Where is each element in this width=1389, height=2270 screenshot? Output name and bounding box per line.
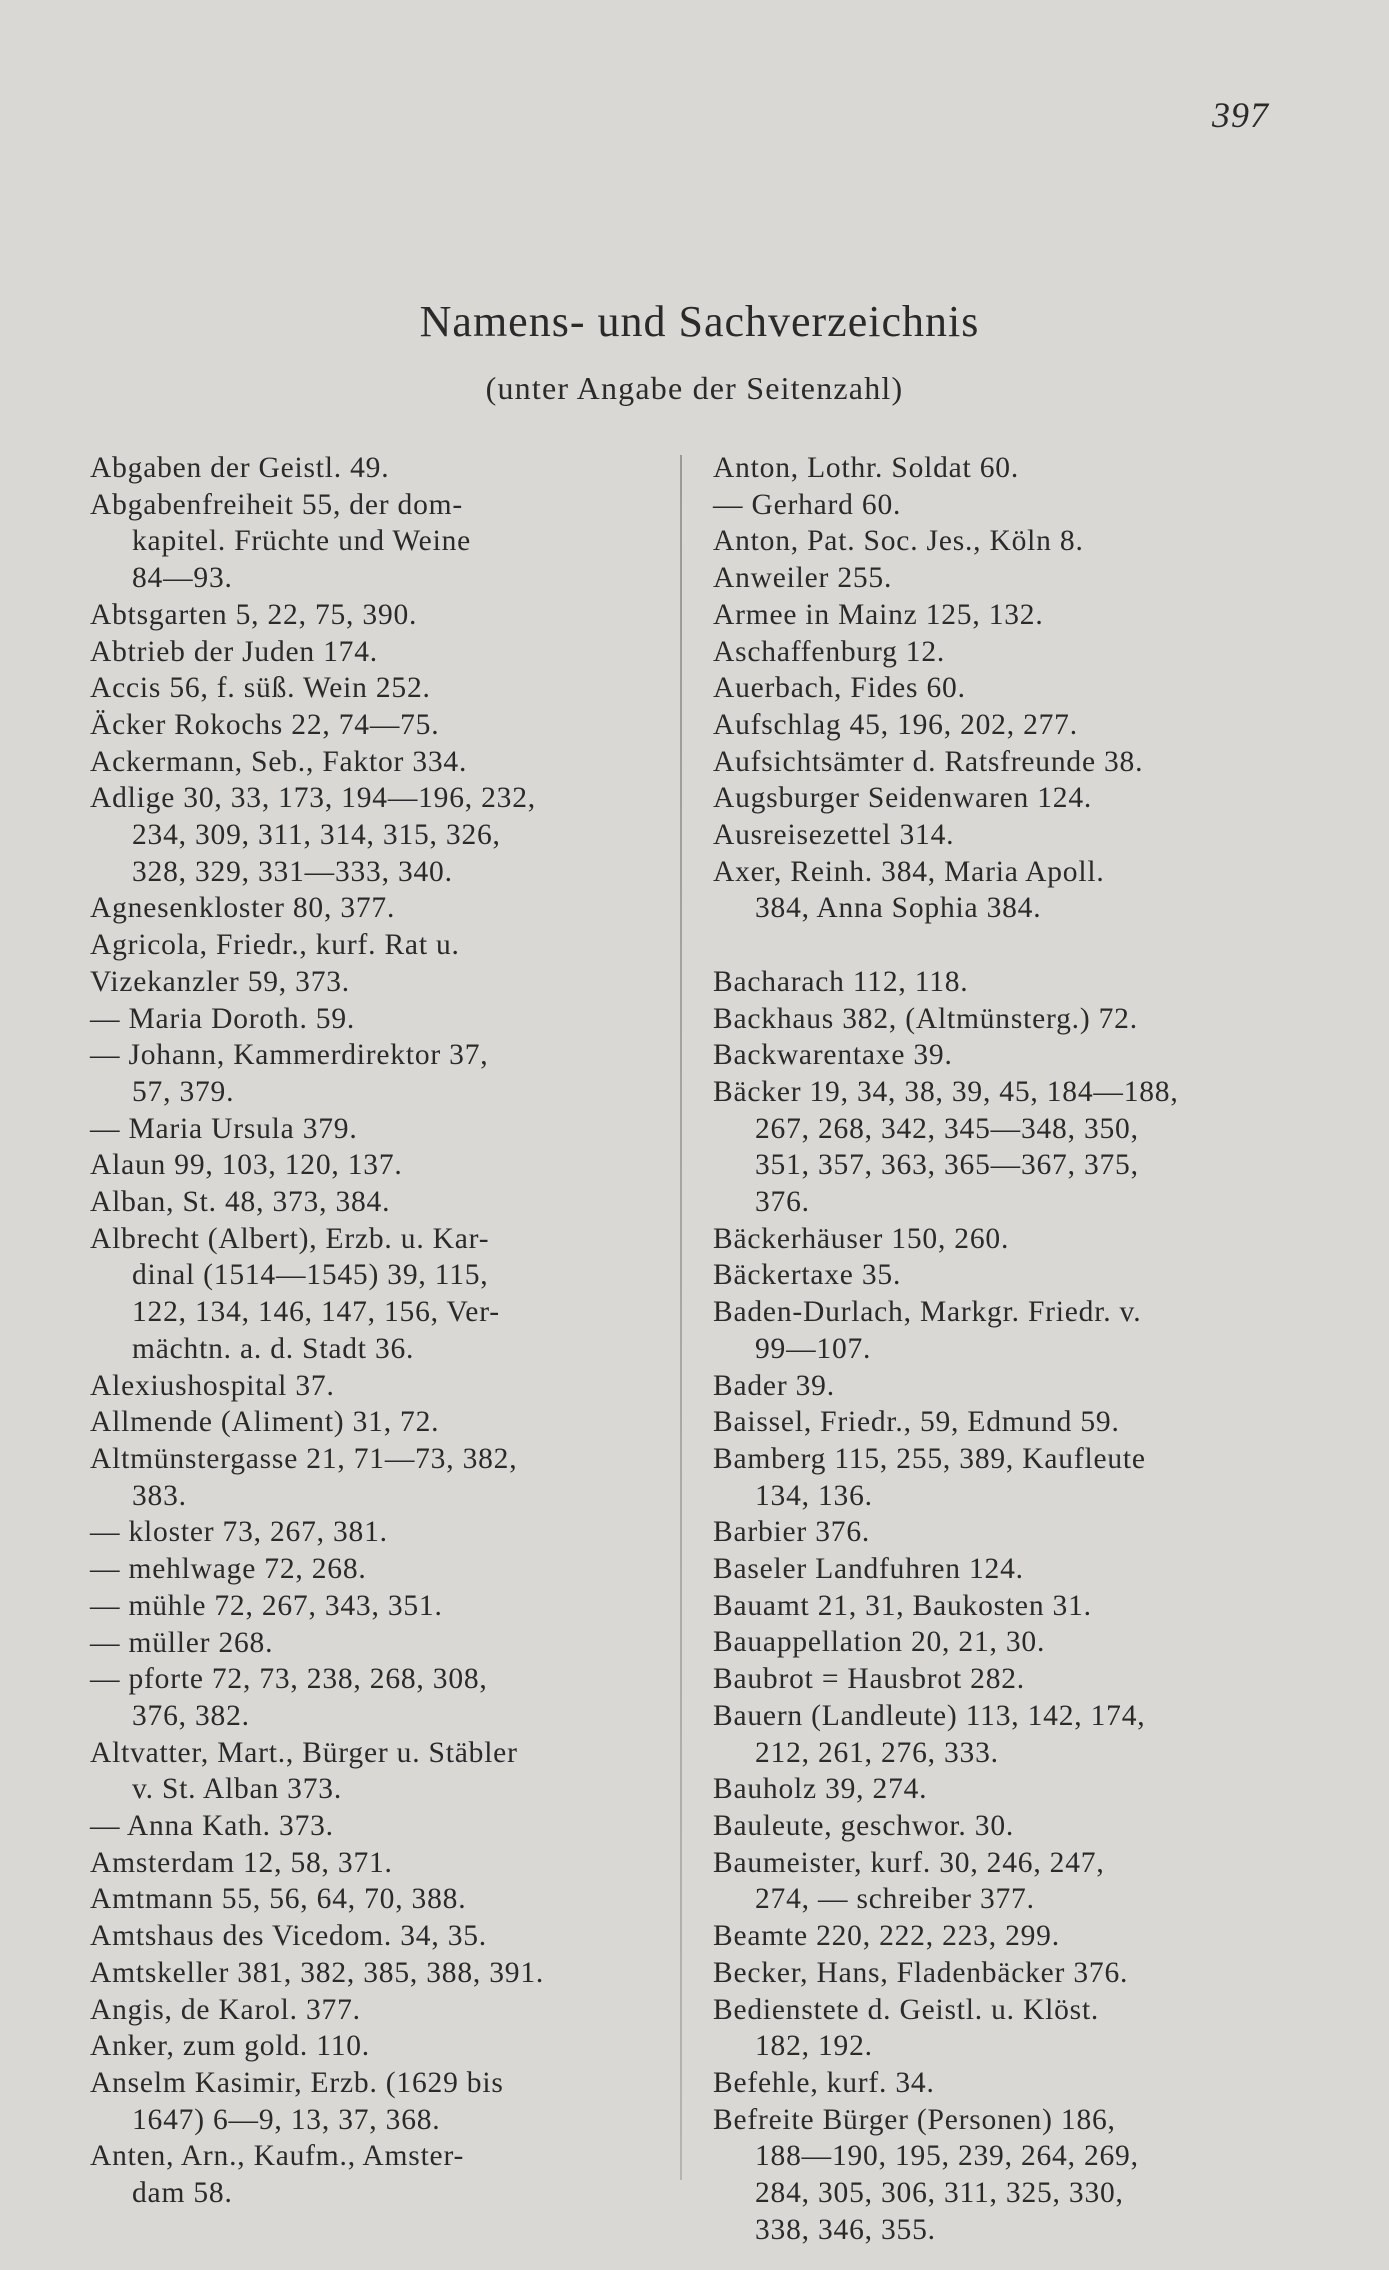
index-line: 376, 382. [132, 1699, 250, 1732]
index-line: Amtmann 55, 56, 64, 70, 388. [90, 1883, 467, 1916]
index-line: Baissel, Friedr., 59, Edmund 59. [713, 1406, 1120, 1439]
index-line: — Maria Doroth. 59. [90, 1002, 356, 1035]
index-line: Augsburger Seidenwaren 124. [713, 782, 1093, 815]
index-line: Barbier 376. [713, 1516, 871, 1549]
index-line: — Maria Ursula 379. [90, 1112, 358, 1145]
index-line: Amtskeller 381, 382, 385, 388, 391. [90, 1956, 545, 1989]
index-line: 1647) 6—9, 13, 37, 368. [132, 2103, 441, 2136]
index-line: Bauholz 39, 274. [713, 1773, 928, 1806]
index-line: Bacharach 112, 118. [713, 965, 969, 998]
index-line: 274, — schreiber 377. [755, 1883, 1035, 1916]
index-line: — müller 268. [90, 1626, 274, 1659]
index-line: Bader 39. [713, 1369, 835, 1402]
left-column [90, 450, 652, 2212]
right-column [713, 450, 1278, 2248]
index-line [713, 927, 1278, 964]
page-number: 397 [1212, 95, 1269, 135]
index-subtitle: (unter Angabe der Seitenzahl) [485, 370, 904, 406]
index-line: Bedienstete d. Geistl. u. Klöst. [713, 1993, 1100, 2026]
index-line: mächtn. a. d. Stadt 36. [132, 1332, 415, 1365]
index-line: Bäcker 19, 34, 38, 39, 45, 184—188, [713, 1075, 1179, 1108]
index-line: 338, 346, 355. [755, 2213, 936, 2246]
index-line: Beamte 220, 222, 223, 299. [713, 1920, 1060, 1953]
index-line: Abgabenfreiheit 55, der dom- [90, 488, 464, 521]
index-line: 267, 268, 342, 345—348, 350, [755, 1112, 1139, 1145]
index-line: Bäckerhäuser 150, 260. [713, 1222, 1010, 1255]
index-line: Allmende (Aliment) 31, 72. [90, 1406, 440, 1439]
index-line: Bauern (Landleute) 113, 142, 174, [713, 1699, 1146, 1732]
index-line: Adlige 30, 33, 173, 194—196, 232, [90, 782, 536, 815]
index-line: Becker, Hans, Fladenbäcker 376. [713, 1956, 1129, 1989]
index-line: Anton, Lothr. Soldat 60. [713, 452, 1020, 484]
index-line: Bäckertaxe 35. [713, 1259, 902, 1292]
index-line: — mehlwage 72, 268. [90, 1553, 367, 1586]
index-line: Abgaben der Geistl. 49. [90, 452, 390, 484]
index-line: Altmünstergasse 21, 71—73, 382, [90, 1442, 518, 1475]
index-line: 212, 261, 276, 333. [755, 1736, 999, 1769]
index-title: Namens- und Sachverzeichnis [419, 297, 980, 346]
index-line: Anker, zum gold. 110. [90, 2030, 370, 2063]
index-line: kapitel. Früchte und Weine [132, 525, 472, 558]
index-line: Abtrieb der Juden 174. [90, 635, 378, 668]
index-line: — mühle 72, 267, 343, 351. [90, 1589, 443, 1622]
index-line: Anweiler 255. [713, 562, 893, 595]
index-line: Albrecht (Albert), Erzb. u. Kar- [90, 1222, 490, 1255]
index-line: Agricola, Friedr., kurf. Rat u. [90, 929, 460, 962]
index-line: 84—93. [132, 562, 233, 595]
index-line: Ausreisezettel 314. [713, 819, 955, 852]
index-line: Armee in Mainz 125, 132. [713, 598, 1044, 631]
index-line: Amtshaus des Vicedom. 34, 35. [90, 1920, 487, 1953]
index-line: Befehle, kurf. 34. [713, 2066, 935, 2099]
index-line: dinal (1514—1545) 39, 115, [132, 1259, 489, 1292]
index-line: Bauappellation 20, 21, 30. [713, 1626, 1046, 1659]
index-line: 284, 305, 306, 311, 325, 330, [755, 2177, 1124, 2210]
index-line: Ackermann, Seb., Faktor 334. [90, 745, 468, 778]
index-line: Äcker Rokochs 22, 74—75. [90, 708, 440, 741]
index-line: Befreite Bürger (Personen) 186, [713, 2103, 1116, 2136]
column-divider [680, 455, 682, 2180]
index-line: — Gerhard 60. [713, 488, 902, 521]
index-line: Alban, St. 48, 373, 384. [90, 1186, 391, 1219]
index-line: 99—107. [755, 1332, 872, 1365]
index-line: v. St. Alban 373. [132, 1773, 343, 1806]
index-line: Anselm Kasimir, Erzb. (1629 bis [90, 2066, 504, 2099]
index-line: Aufschlag 45, 196, 202, 277. [713, 708, 1078, 741]
index-line: — Anna Kath. 373. [90, 1810, 334, 1843]
index-line: Aschaffenburg 12. [713, 635, 946, 668]
index-line: Baubrot = Hausbrot 282. [713, 1663, 1025, 1696]
index-line: Anten, Arn., Kaufm., Amster- [90, 2140, 465, 2173]
index-line: — kloster 73, 267, 381. [90, 1516, 388, 1549]
index-line: Angis, de Karol. 377. [90, 1993, 361, 2026]
index-line: 383. [132, 1479, 187, 1512]
index-line: 234, 309, 311, 314, 315, 326, [132, 819, 501, 852]
index-line: — pforte 72, 73, 238, 268, 308, [90, 1663, 488, 1696]
index-line: Baseler Landfuhren 124. [713, 1553, 1024, 1586]
index-line: dam 58. [132, 2177, 233, 2210]
index-line: Bauamt 21, 31, Baukosten 31. [713, 1589, 1092, 1622]
index-line: Amsterdam 12, 58, 371. [90, 1846, 393, 1879]
index-line: Agnesenkloster 80, 377. [90, 892, 396, 925]
index-line: 57, 379. [132, 1075, 235, 1108]
index-line: Baden-Durlach, Markgr. Friedr. v. [713, 1296, 1142, 1329]
index-line: Aufsichtsämter d. Ratsfreunde 38. [713, 745, 1144, 778]
index-line: — Johann, Kammerdirektor 37, [90, 1039, 489, 1072]
index-line: Anton, Pat. Soc. Jes., Köln 8. [713, 525, 1084, 558]
index-line: 122, 134, 146, 147, 156, Ver- [132, 1296, 500, 1329]
index-line: 328, 329, 331—333, 340. [132, 855, 453, 888]
index-line: 351, 357, 363, 365—367, 375, [755, 1149, 1139, 1182]
index-line: Auerbach, Fides 60. [713, 672, 966, 705]
index-line: Altvatter, Mart., Bürger u. Stäbler [90, 1736, 518, 1769]
index-line: Vizekanzler 59, 373. [90, 965, 350, 998]
index-line: 376. [755, 1186, 810, 1219]
index-line: Bamberg 115, 255, 389, Kaufleute [713, 1442, 1146, 1475]
index-line: 182, 192. [755, 2030, 873, 2063]
index-line: 134, 136. [755, 1479, 873, 1512]
index-line: Bauleute, geschwor. 30. [713, 1810, 1015, 1842]
index-line: 188—190, 195, 239, 264, 269, [755, 2140, 1139, 2173]
index-line: Backwarentaxe 39. [713, 1039, 953, 1072]
index-line: Baumeister, kurf. 30, 246, 247, [713, 1846, 1105, 1879]
index-line: Accis 56, f. süß. Wein 252. [90, 672, 431, 705]
index-line: Backhaus 382, (Altmünsterg.) 72. [713, 1002, 1138, 1035]
index-line: Alexiushospital 37. [90, 1369, 335, 1402]
index-line: Abtsgarten 5, 22, 75, 390. [90, 598, 418, 631]
index-line: Axer, Reinh. 384, Maria Apoll. [713, 855, 1105, 888]
index-line: Alaun 99, 103, 120, 137. [90, 1149, 403, 1182]
index-line: 384, Anna Sophia 384. [755, 892, 1042, 925]
